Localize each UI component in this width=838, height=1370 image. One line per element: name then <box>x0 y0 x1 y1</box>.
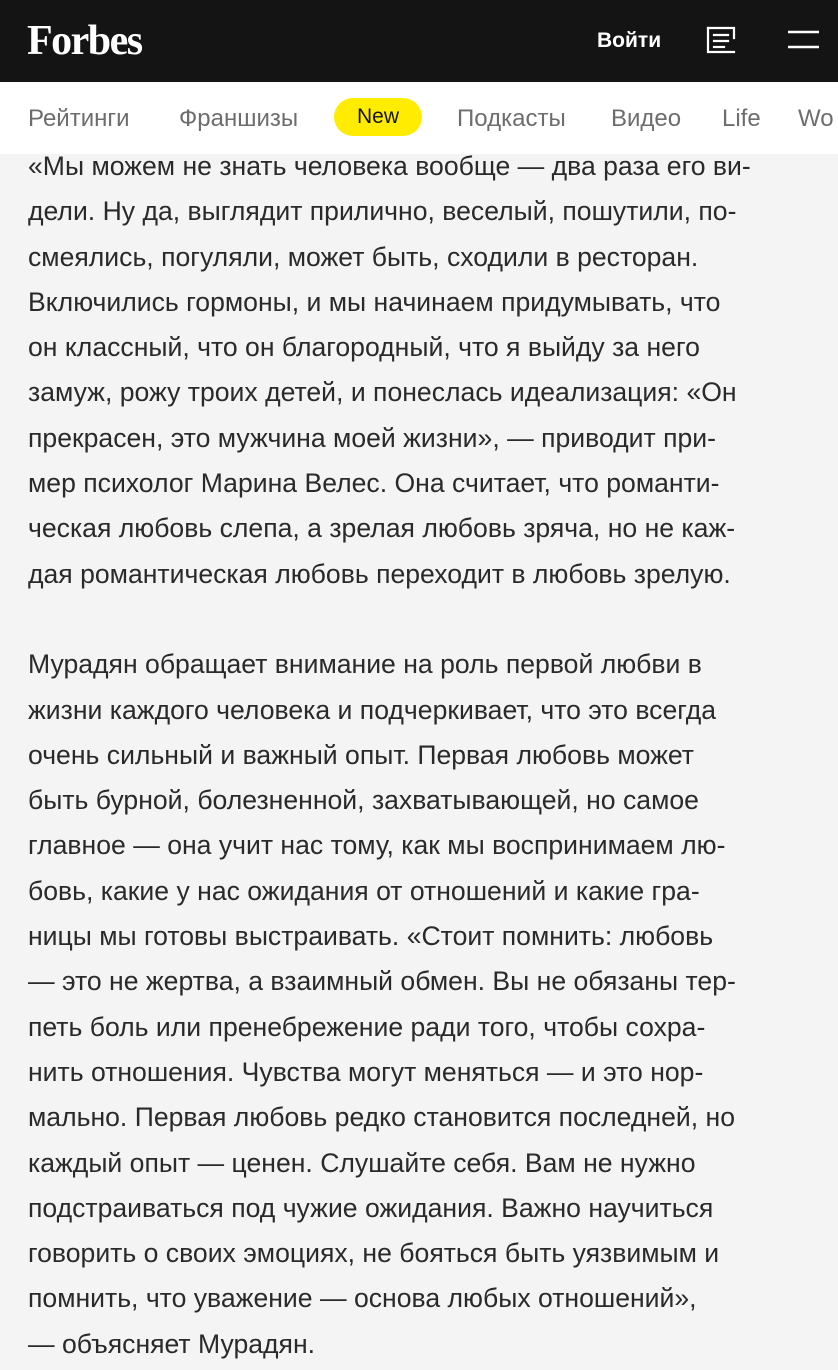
text-line: Включились гормоны, и мы начинаем придумывать, что <box>28 286 721 317</box>
contents-icon[interactable] <box>706 26 736 54</box>
text-line: он классный, что он благородный, что я выйду за него <box>28 332 700 363</box>
login-button[interactable]: Войти <box>597 29 662 52</box>
text-line: смеялись, погуляли, может быть, сходили в ресторан. <box>28 241 699 272</box>
text-line: петь боль или пренебрежение ради того, чтобы сохра- <box>28 1011 706 1042</box>
text-line: главное — она учит нас тому, как мы воспринимаем лю- <box>28 830 726 861</box>
nav-item-franchises[interactable]: Франшизы <box>179 105 299 132</box>
text-line: помнить, что уважение — основа любых отношений», <box>28 1283 697 1314</box>
text-line: ческая любовь слепа, а зрелая любовь зряча, но не каж- <box>28 513 736 544</box>
text-line: жизни каждого человека и подчеркивает, что это всегда <box>28 694 717 725</box>
nav-item-new[interactable]: New <box>334 98 422 136</box>
nav-item-partial[interactable]: Wo <box>798 105 834 132</box>
article-paragraph <box>28 144 818 597</box>
article-paragraph <box>28 642 818 1367</box>
text-line: подстраиваться под чужие ожидания. Важно научиться <box>28 1192 714 1223</box>
nav-item-podcasts[interactable]: Подкасты <box>457 105 566 132</box>
text-line: — объясняет Мурадян. <box>28 1328 316 1359</box>
text-line: мер психолог Марина Велес. Она считает, что романти- <box>28 468 720 499</box>
text-line: нить отношения. Чувства могут меняться — и это нор- <box>28 1056 704 1087</box>
nav-item-ratings[interactable]: Рейтинги <box>28 105 130 132</box>
nav-item-life[interactable]: Life <box>722 105 761 132</box>
top-header <box>0 0 838 82</box>
forbes-logo[interactable]: Forbes <box>27 18 142 64</box>
text-line: быть бурной, болезненной, захватывающей, но самое <box>28 785 699 816</box>
text-line: бовь, какие у нас ожидания от отношений и какие гра- <box>28 875 700 906</box>
article-body <box>28 144 818 1367</box>
text-line: мально. Первая любовь редко становится последней, но <box>28 1102 735 1133</box>
text-line: — это не жертва, а взаимный обмен. Вы не обязаны тер- <box>28 966 736 997</box>
text-line: дели. Ну да, выглядит прилично, веселый, пошутили, по- <box>28 196 737 227</box>
text-line: прекрасен, это мужчина моей жизни», — приводит при- <box>28 422 716 453</box>
text-line: ницы мы готовы выстраивать. «Стоит помнить: любовь <box>28 921 714 952</box>
text-line: Мурадян обращает внимание на роль первой любви в <box>28 649 702 680</box>
nav-item-video[interactable]: Видео <box>611 105 682 132</box>
text-line: очень сильный и важный опыт. Первая любовь может <box>28 739 694 770</box>
text-line: замуж, рожу троих детей, и понеслась идеализация: «Он <box>28 377 737 408</box>
text-line: каждый опыт — ценен. Слушайте себя. Вам не нужно <box>28 1147 696 1178</box>
text-line: говорить о своих эмоциях, не бояться быть уязвимым и <box>28 1238 720 1269</box>
text-line: «Мы можем не знать человека вообще — два раза его ви- <box>28 151 751 181</box>
text-line: дая романтическая любовь переходит в любовь зрелую. <box>28 558 731 589</box>
hamburger-menu-icon[interactable] <box>788 30 819 50</box>
